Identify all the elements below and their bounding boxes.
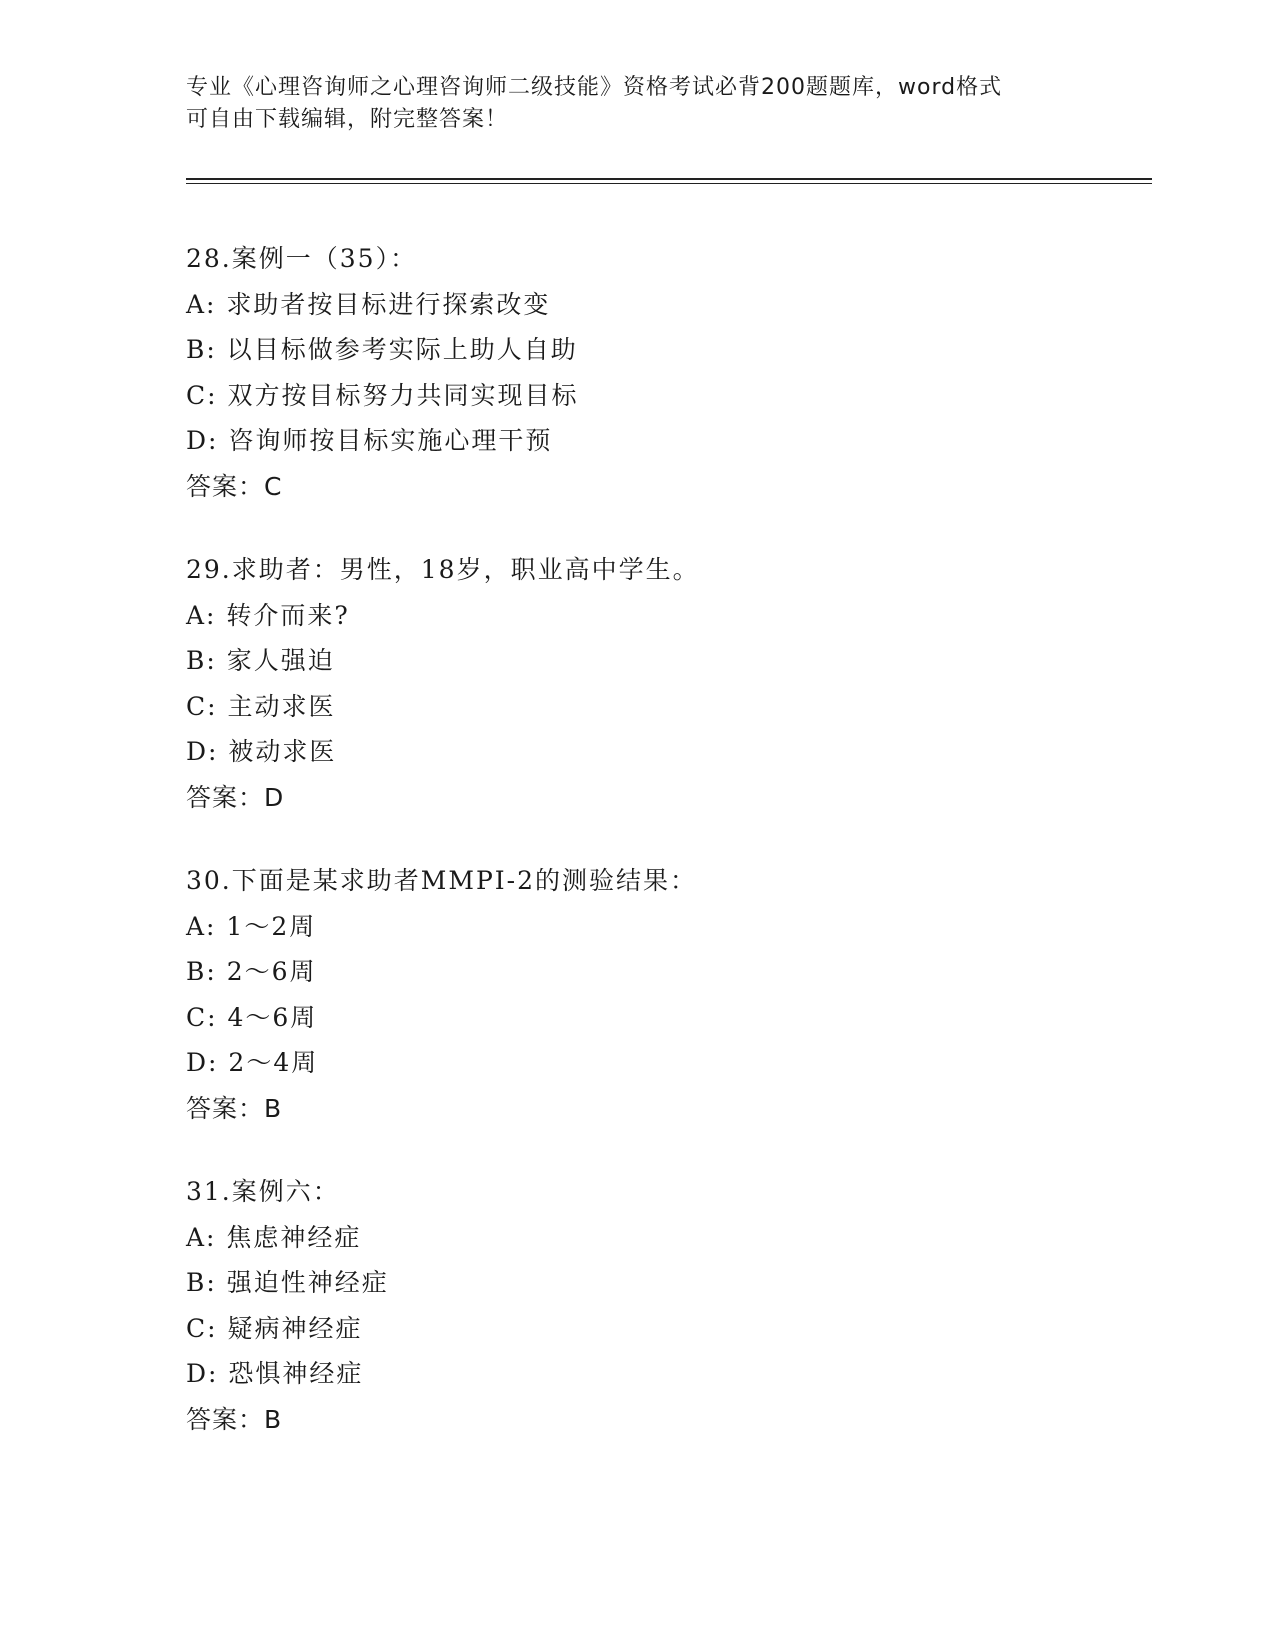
answer-line: 答案：B	[186, 1093, 283, 1123]
header-divider-top	[186, 178, 1152, 180]
question-28	[186, 236, 1146, 509]
option-b: B: 以目标做参考实际上助人自助	[186, 335, 578, 364]
question-stem: 28.案例一（35）：	[186, 244, 418, 273]
question-29	[186, 547, 1146, 820]
option-d: D: 2～4周	[186, 1048, 319, 1077]
header-line-2: 可自由下载编辑，附完整答案！	[186, 107, 509, 132]
option-c: C: 4～6周	[186, 1002, 318, 1032]
answer-line: 答案：C	[186, 471, 283, 501]
option-c: C: 主动求医	[186, 691, 336, 721]
answer-line: 答案：B	[186, 1404, 283, 1434]
question-list	[186, 236, 1146, 1480]
option-b: B: 2～6周	[186, 957, 317, 986]
document-header	[186, 72, 1086, 136]
header-line-1: 专业《心理咨询师之心理咨询师二级技能》资格考试必背200题题库，word格式	[186, 75, 1003, 100]
option-a: A: 转介而来?	[186, 600, 350, 630]
question-30	[186, 858, 1146, 1131]
option-c: C: 双方按目标努力共同实现目标	[186, 380, 579, 410]
header-divider-bottom	[186, 183, 1152, 184]
option-d: D: 咨询师按目标实施心理干预	[186, 426, 553, 455]
option-a: A: 焦虑神经症	[186, 1222, 362, 1252]
option-a: A: 1～2周	[186, 911, 317, 941]
question-stem: 29.求助者：男性，18岁，职业高中学生。	[186, 555, 700, 584]
option-d: D: 被动求医	[186, 737, 337, 766]
option-b: B: 强迫性神经症	[186, 1268, 389, 1297]
option-d: D: 恐惧神经症	[186, 1359, 364, 1388]
option-c: C: 疑病神经症	[186, 1313, 363, 1343]
question-stem: 30.下面是某求助者MMPI-2的测验结果：	[186, 866, 698, 895]
answer-line: 答案：D	[186, 782, 285, 812]
question-31	[186, 1169, 1146, 1442]
option-b: B: 家人强迫	[186, 646, 335, 675]
question-stem: 31.案例六：	[186, 1177, 340, 1206]
option-a: A: 求助者按目标进行探索改变	[186, 289, 551, 319]
